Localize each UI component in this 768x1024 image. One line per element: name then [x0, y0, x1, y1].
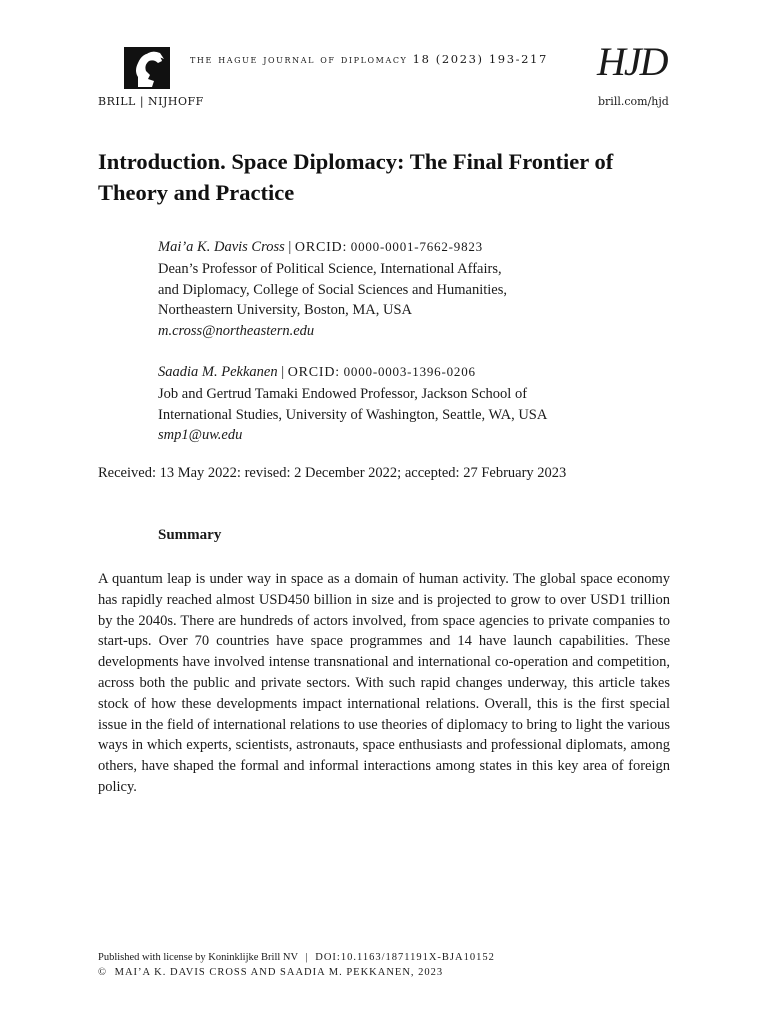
license-text: Published with license by Koninklijke Brill NV — [98, 952, 298, 963]
affiliation-line: International Studies, University of Washington, Seattle, WA, USA — [158, 406, 548, 423]
submission-dates: Received: 13 May 2022: revised: 2 December 2022; accepted: 27 February 2023 — [98, 465, 567, 481]
separator: | — [305, 952, 308, 963]
brill-logo — [124, 47, 170, 89]
author-email[interactable]: m.cross@northeastern.edu — [158, 323, 315, 340]
orcid-link[interactable]: 0000-0001-7662-9823 — [350, 239, 483, 254]
doi-link[interactable]: DOI:10.1163/1871191X-BJA10152 — [315, 952, 495, 963]
author-name: Saadia M. Pekkanen — [158, 364, 278, 380]
license-line — [98, 950, 495, 965]
article-title: Introduction. Space Diplomacy: The Final Frontier of Theory and Practice — [98, 149, 614, 205]
affiliation-line: Northeastern University, Boston, MA, USA — [158, 302, 412, 319]
affiliation-line: Dean’s Professor of Political Science, International Affairs, — [158, 260, 502, 277]
author-email[interactable]: smp1@uw.edu — [158, 427, 243, 444]
affiliation-line: and Diplomacy, College of Social Sciences and Humanities, — [158, 281, 507, 298]
summary-text: A quantum leap is under way in space as a domain of human activity. The global space economy has rapidly reached almost USD450 billion in size and is projected to grow to over USD1 trillion by the 2040s. There are hundreds of actors involved, from space agencies to private companies to start-ups. Over 70 countries have space programmes and 14 have launch capabilities. These developments have involved intense transnational and international co-operation and competition, across both the public and private sectors. With such rapid changes underway, this article takes stock of how these developments impact international relations. Overall, this is the first special issue in the field of international relations to use theories of diplomacy to bring to light the various ways in which experts, scientists, astronauts, space enthusiasts and professional diplomats, among others, have shaped the formal and informal interactions among states in this key area of foreign policy. — [98, 571, 670, 795]
author-name: Mai’a K. Davis Cross — [158, 239, 285, 255]
author-block-1 — [158, 237, 678, 342]
journal-url[interactable]: brill.com/hjd — [598, 95, 669, 108]
orcid-link[interactable]: 0000-0003-1396-0206 — [343, 364, 476, 379]
affiliation-line: Job and Gertrud Tamaki Endowed Professor, Jackson School of — [158, 385, 528, 402]
author-line: Saadia M. Pekkanen | ORCID: 0000-0003-1396-0206 — [158, 364, 476, 380]
orcid-label: ORCID: — [287, 365, 340, 380]
footer — [98, 950, 495, 980]
journal-citation: the hague journal of diplomacy 18 (2023) 193-217 — [190, 52, 548, 66]
author-line: Mai’a K. Davis Cross | ORCID: 0000-0001-7662-9823 — [158, 239, 483, 255]
orcid-label: ORCID: — [294, 240, 348, 255]
copyright-symbol: © — [98, 967, 106, 978]
publisher-name: BRILL | NIJHOFF — [98, 95, 204, 108]
athena-head-icon — [124, 47, 170, 89]
copyright-text: MAI’A K. DAVIS CROSS AND SAADIA M. PEKKANEN, 2023 — [114, 967, 444, 978]
author-block-2 — [158, 362, 678, 446]
summary-heading: Summary — [158, 527, 222, 543]
journal-logo: HJD — [597, 39, 667, 84]
copyright-line — [98, 965, 495, 980]
